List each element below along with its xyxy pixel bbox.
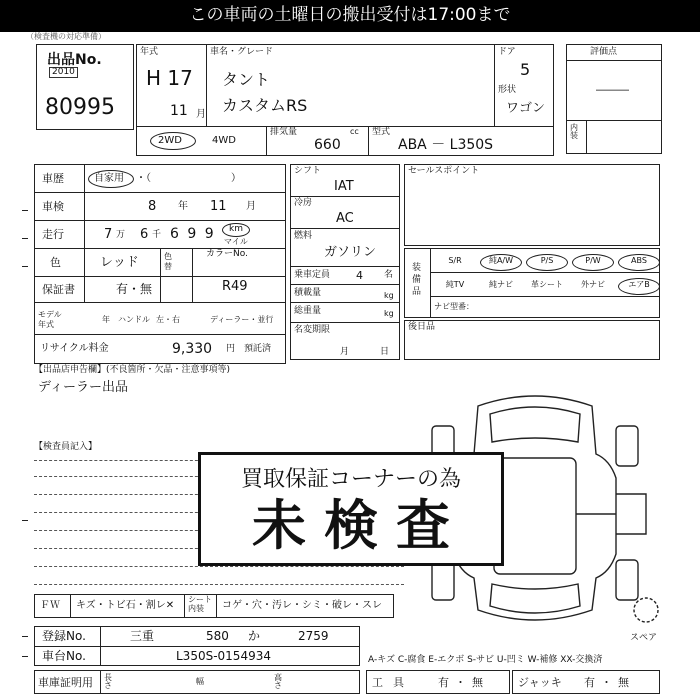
fuel-value: ガソリン xyxy=(324,245,377,260)
lot-number: 80995 xyxy=(45,95,115,120)
model-year-handle: ハンドル xyxy=(118,315,150,324)
navi-label: ナビ型番： xyxy=(434,302,474,311)
sales-point-label: セールスポイント xyxy=(408,166,480,176)
weight-unit: kg xyxy=(384,309,394,318)
jack-label: ジャッキ xyxy=(518,676,562,689)
model-label: 型式 xyxy=(372,127,391,137)
chassis-label: 車台No. xyxy=(42,649,86,663)
mileage-man: 7 xyxy=(104,227,113,242)
name-label: 車名・グレード xyxy=(210,47,274,57)
inspector-label: 【検査員記入】 xyxy=(34,442,98,452)
mileage-km: km xyxy=(229,224,243,234)
drive-2wd: 2WD xyxy=(158,135,182,146)
equipment-row2-item-2: 革シート xyxy=(531,280,563,289)
displacement-label: 排気量 xyxy=(270,127,298,137)
fuel-label: 燃料 xyxy=(294,231,313,241)
mileage-man-unit: 万 xyxy=(116,230,126,240)
declaration-label: 【出品店申告欄】(不良箇所・欠品・注意事項等) xyxy=(34,365,231,375)
fw-label: ＦＷ xyxy=(40,600,60,611)
banner-text: この車両の土曜日の搬出受付は17:00まで xyxy=(189,5,511,25)
chassis-value: L350S-0154934 xyxy=(176,649,271,663)
inspection-month: 11 xyxy=(210,199,227,214)
mileage-sen: 6 xyxy=(140,227,149,242)
regist-label: 名変期限 xyxy=(294,325,331,335)
equipment-row2-item-0: 純TV xyxy=(445,280,465,289)
displacement-value: 660 xyxy=(314,137,341,153)
capacity-unit: 名 xyxy=(384,270,394,280)
rating-label: 評価点 xyxy=(590,47,618,57)
color-change-label: 色替 xyxy=(164,252,172,271)
top-notice: （検査機の対応準備） xyxy=(26,32,106,41)
color-label: 色 xyxy=(50,256,61,269)
warranty-label: 保証書 xyxy=(42,283,75,296)
capacity-value: 4 xyxy=(356,269,363,282)
seat-items: コゲ・穴・汚レ・シミ・破レ・スレ xyxy=(222,600,382,611)
no-inspection-stamp xyxy=(198,452,504,566)
load-label: 積載量 xyxy=(294,288,322,298)
equipment-row1-item-4: ABS xyxy=(631,256,647,265)
weight-label: 総重量 xyxy=(294,306,322,316)
regist-day: 日 xyxy=(380,347,390,357)
model-value: ABA － L350S xyxy=(398,137,494,153)
load-unit: kg xyxy=(384,291,394,300)
recycle-amount: 9,330 xyxy=(172,341,213,357)
mileage-label: 走行 xyxy=(42,228,64,241)
recycle-label: リサイクル料金 xyxy=(40,343,109,354)
lot-year-tag: 2010 xyxy=(49,67,78,78)
mileage-mile: マイル xyxy=(224,237,248,246)
license-width: 幅 xyxy=(196,677,204,686)
fw-items: キズ・トビ石・割レ✕ xyxy=(76,600,175,611)
history-parens: ・（ ） xyxy=(136,173,241,184)
inspection-year: 8 xyxy=(148,199,157,214)
registration-label: 登録No. xyxy=(42,629,86,643)
inspection-month-unit: 月 xyxy=(246,201,256,212)
registration-class: 580 xyxy=(206,629,229,643)
stamp-line-2: 未検査 xyxy=(252,494,468,557)
capacity-label: 乗車定員 xyxy=(294,270,331,280)
shift-label: シフト xyxy=(294,166,322,176)
equipment-row1-item-0: S/R xyxy=(448,256,462,265)
equipment-row2-item-3: 外ナビ xyxy=(581,280,605,289)
registration-pref: 三重 xyxy=(130,629,155,643)
drive-4wd: 4WD xyxy=(212,135,236,146)
model-year-label-1: モデル xyxy=(38,310,62,319)
car-grade: カスタムRS xyxy=(222,96,308,115)
license-length: 長さ xyxy=(104,673,112,690)
color-code: R49 xyxy=(222,279,248,294)
legend: A-キズ C-腐食 E-エクボ S-サビ U-凹ミ W-補修 XX-交換済 xyxy=(368,655,603,665)
shape-value: ワゴン xyxy=(506,101,546,116)
equipment-row2-item-4: エアB xyxy=(628,280,650,289)
month-value: 11 xyxy=(170,103,188,119)
shape-label: 形状 xyxy=(498,85,517,95)
license-height: 高さ xyxy=(274,673,282,690)
declaration-value: ディーラー出品 xyxy=(38,380,128,395)
registration-kana: か xyxy=(248,629,261,643)
model-year-handle-value: 左・右 xyxy=(156,315,180,324)
history-label: 車歴 xyxy=(42,172,64,185)
recycle-status: 預託済 xyxy=(244,344,272,354)
recycle-unit: 円 xyxy=(226,344,236,354)
inspection-year-unit: 年 xyxy=(178,201,188,212)
stamp-line-1: 買取保証コーナーの為 xyxy=(240,467,461,492)
rating-value: ――― xyxy=(596,83,629,96)
license-doc-label: 車庫証明用 xyxy=(38,676,93,689)
spare-label: スペア xyxy=(630,633,658,643)
equipment-row1-item-1: 純A/W xyxy=(488,256,514,265)
tools-value: 有・無 xyxy=(438,676,489,689)
displacement-unit: cc xyxy=(350,127,359,136)
ac-value: AC xyxy=(336,211,354,226)
car-name: タント xyxy=(222,70,271,89)
year-label: 年式 xyxy=(140,47,159,57)
model-year-label-2: 年式 xyxy=(38,320,54,329)
tools-label: 工具 xyxy=(372,676,414,689)
mileage-rest: 6 9 9 xyxy=(170,226,216,242)
color-value: レッド xyxy=(100,255,139,270)
equipment-label: 装備品 xyxy=(412,263,422,298)
sales-point-box xyxy=(404,164,660,246)
model-year-year: 年 xyxy=(102,315,110,324)
color-code-label: カラーNo. xyxy=(206,249,248,259)
door-label: ドア xyxy=(498,47,516,57)
mileage-sen-unit: 千 xyxy=(152,230,162,240)
history-value: 自家用 xyxy=(94,173,124,184)
seat-label: シート内装 xyxy=(188,595,212,613)
registration-num: 2759 xyxy=(298,629,329,643)
door-value: 5 xyxy=(520,60,531,79)
jack-value: 有・無 xyxy=(584,676,635,689)
after-date-label: 後日品 xyxy=(408,322,436,332)
lot-box xyxy=(36,44,134,130)
after-date-box xyxy=(404,320,660,360)
lot-label: 出品No. xyxy=(47,52,102,68)
shift-value: IAT xyxy=(334,179,354,194)
equipment-row1-item-3: P/W xyxy=(585,256,601,265)
ac-label: 冷房 xyxy=(294,198,313,208)
interior-label: 内装 xyxy=(570,123,578,140)
month-unit: 月 xyxy=(196,109,206,120)
inspection-label: 車検 xyxy=(42,200,64,213)
equipment-row1-item-2: P/S xyxy=(540,256,554,265)
dealer-label: ディーラー・並行 xyxy=(210,315,274,324)
equipment-row2-item-1: 純ナビ xyxy=(489,280,513,289)
warranty-value: 有・無 xyxy=(116,282,153,296)
year-value: H 17 xyxy=(146,66,193,90)
top-banner xyxy=(0,0,700,32)
regist-month: 月 xyxy=(340,347,350,357)
